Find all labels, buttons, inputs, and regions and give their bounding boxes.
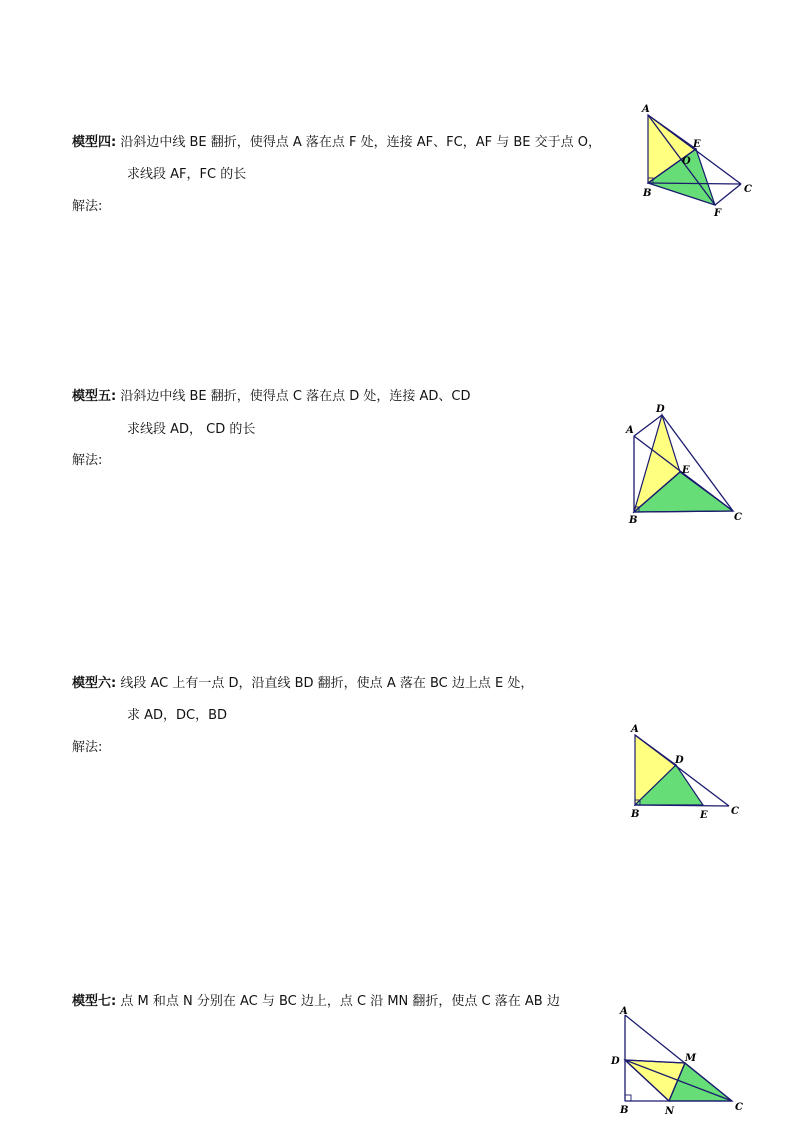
model5-solution: 解法: — [72, 453, 103, 468]
model7-label-B: B — [620, 1105, 629, 1116]
model6-solution: 解法: — [72, 740, 103, 755]
model6-label-A: A — [631, 724, 639, 735]
model7-label-A: A — [620, 1006, 628, 1017]
model5-label-B: B — [629, 515, 638, 526]
model7-figure — [605, 1000, 755, 1118]
model4-label-B: B — [643, 188, 652, 199]
model4-label-A: A — [642, 104, 650, 115]
model5-label-A: A — [626, 425, 634, 436]
model6-line1: 线段 AC 上有一点 D，沿直线 BD 翻折，使点 A 落在 BC 边上点 E 处， — [120, 676, 534, 691]
model7-line1: 点 M 和点 N 分别在 AC 与 BC 边上，点 C 沿 MN 翻折，使点 C 落在 AB 边 — [120, 994, 560, 1009]
model5-label-C: C — [734, 512, 742, 523]
model7-label-C: C — [735, 1102, 743, 1113]
model6-label-B: B — [631, 809, 640, 820]
model4-label-F: F — [714, 208, 722, 219]
model6-title: 模型六: — [72, 676, 117, 691]
model4-label-C: C — [744, 184, 752, 195]
model4-figure — [630, 100, 760, 222]
model4-solution: 解法: — [72, 199, 103, 214]
model6-label-D: D — [675, 755, 684, 766]
model7-label-N: N — [665, 1106, 675, 1117]
model7-label-D: D — [611, 1056, 620, 1067]
model7-title: 模型七: — [72, 994, 117, 1009]
model6-figure — [625, 720, 755, 825]
model4-title: 模型四: — [72, 135, 117, 150]
model6-statement — [72, 676, 533, 692]
model5-line2: 求线段 AD， CD 的长 — [127, 422, 256, 437]
model7-statement — [72, 994, 560, 1010]
model4-label-E: E — [693, 139, 701, 150]
model6-label-E: E — [700, 810, 708, 821]
model5-figure — [620, 400, 755, 528]
model6-line2: 求 AD，DC，BD — [127, 708, 228, 723]
model4-edge-FC — [715, 184, 741, 205]
model6-label-C: C — [731, 806, 739, 817]
model4-statement — [72, 135, 601, 151]
model5-statement — [72, 389, 470, 405]
model6-edge-BC — [635, 805, 729, 806]
model4-label-O: O — [682, 156, 691, 167]
model7-right-angle-mark — [625, 1095, 631, 1101]
model4-line1: 沿斜边中线 BE 翻折，使得点 A 落在点 F 处，连接 AF、FC，AF 与 BE 交于点 O， — [120, 135, 601, 150]
model5-title: 模型五: — [72, 389, 117, 404]
model7-label-M: M — [685, 1053, 697, 1064]
model5-label-E: E — [682, 465, 690, 476]
model5-line1: 沿斜边中线 BE 翻折，使得点 C 落在点 D 处，连接 AD、CD — [120, 389, 471, 404]
model4-line2: 求线段 AF，FC 的长 — [127, 167, 247, 182]
model5-label-D: D — [656, 404, 665, 415]
